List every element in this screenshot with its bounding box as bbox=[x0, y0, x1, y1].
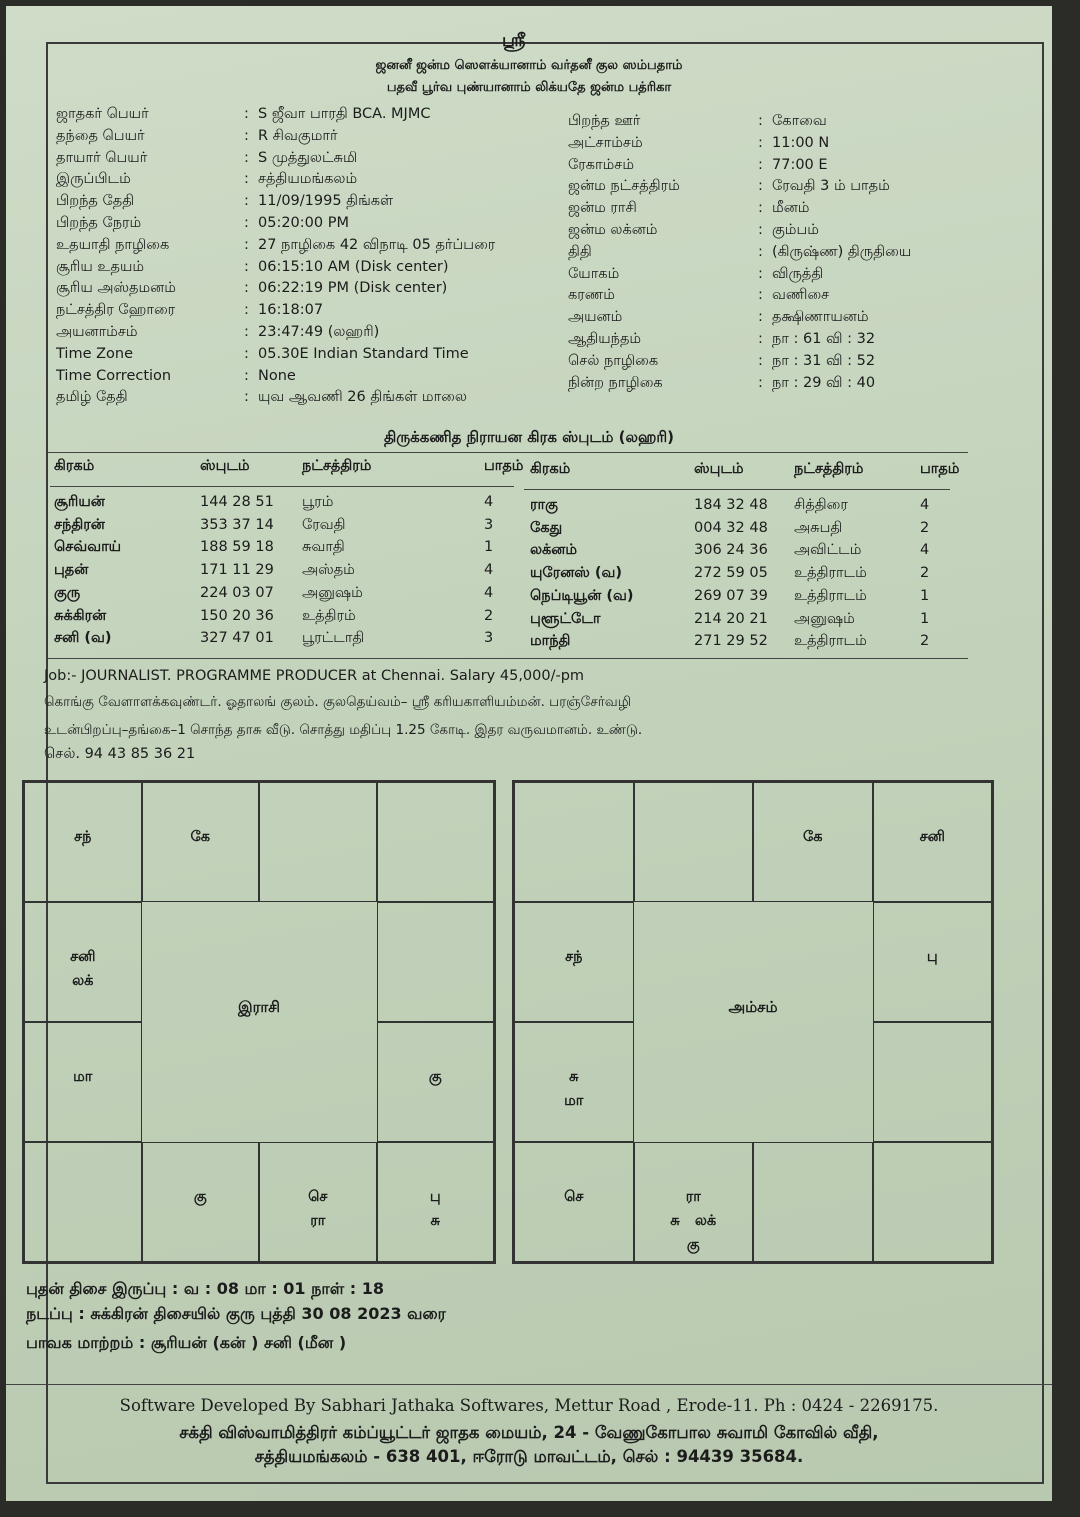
chart-house bbox=[377, 1142, 495, 1262]
detail-colon: : bbox=[244, 324, 249, 340]
divider bbox=[524, 489, 950, 490]
detail-value: நா : 31 வி : 52 bbox=[772, 352, 876, 369]
planet-cell: சந்திரன் bbox=[54, 516, 105, 533]
detail-colon: : bbox=[758, 178, 763, 195]
detail-colon: : bbox=[758, 134, 763, 151]
detail-value: யுவ ஆவணி 26 திங்கள் மாலை bbox=[258, 389, 467, 406]
footer-address-1: சக்தி விஸ்வாமித்திரர் கம்ப்யூட்டர் ஜாதக மையம், 24 - வேணுகோபால சுவாமி கோவில் வீதி, bbox=[179, 1423, 879, 1442]
chart-house bbox=[514, 1022, 634, 1142]
detail-label: உதயாதி நாழிகை bbox=[56, 236, 170, 253]
chart-house bbox=[24, 782, 142, 902]
detail-value: 06:15:10 AM (Disk center) bbox=[258, 258, 449, 275]
detail-colon: : bbox=[244, 193, 249, 210]
planet-cell: 144 28 51 bbox=[200, 494, 274, 510]
planet-cell: 2 bbox=[920, 633, 930, 650]
chart-house bbox=[753, 1142, 873, 1262]
detail-colon: : bbox=[758, 287, 763, 304]
detail-label: அயனாம்சம் bbox=[56, 324, 138, 340]
detail-label: ஆதியந்தம் bbox=[568, 331, 642, 347]
detail-colon: : bbox=[244, 215, 249, 231]
detail-colon: : bbox=[758, 156, 763, 173]
chart-house bbox=[24, 1022, 142, 1142]
house-planets: பு bbox=[926, 949, 938, 965]
planet-cell: 171 11 29 bbox=[200, 562, 274, 579]
planet-table-header: பாதம் bbox=[484, 458, 524, 474]
planet-cell: மாந்தி bbox=[530, 633, 571, 650]
detail-colon: : bbox=[758, 243, 763, 260]
detail-value: நா : 61 வி : 32 bbox=[772, 331, 876, 347]
detail-label: இருப்பிடம் bbox=[56, 171, 131, 188]
horoscope-sheet bbox=[6, 6, 1052, 1501]
chart-house bbox=[259, 1142, 377, 1262]
detail-value: 05:20:00 PM bbox=[258, 215, 349, 231]
planet-cell: 271 29 52 bbox=[694, 633, 768, 650]
chart-house bbox=[514, 902, 634, 1022]
detail-colon: : bbox=[758, 374, 763, 391]
house-planets: சு மா bbox=[564, 1069, 584, 1109]
chart-house bbox=[259, 782, 377, 902]
house-planets: சந் bbox=[565, 949, 583, 965]
planet-cell: சுவாதி bbox=[302, 539, 345, 556]
planet-cell: செவ்வாய் bbox=[54, 539, 122, 556]
planet-cell: அவிட்டம் bbox=[794, 542, 862, 559]
house-planets: ரா சு லக் கு bbox=[670, 1189, 717, 1253]
detail-label: ஜன்ம லக்னம் bbox=[568, 222, 658, 238]
detail-colon: : bbox=[244, 106, 249, 122]
planet-cell: பூரட்டாதி bbox=[302, 630, 365, 647]
planet-cell: பூரம் bbox=[302, 494, 334, 510]
planet-cell: 1 bbox=[484, 539, 494, 556]
detail-label: Time Correction bbox=[56, 367, 172, 384]
planet-cell: 272 59 05 bbox=[694, 565, 768, 582]
detail-label: தாயார் பெயர் bbox=[56, 149, 148, 166]
planet-cell: உத்திராடம் bbox=[794, 633, 867, 650]
planet-cell: லக்னம் bbox=[530, 542, 578, 559]
planet-cell: அனுஷம் bbox=[302, 584, 363, 601]
chart-house bbox=[873, 1022, 993, 1142]
planet-cell: 1 bbox=[920, 587, 930, 604]
planet-table-right bbox=[524, 461, 974, 661]
detail-colon: : bbox=[244, 280, 249, 297]
detail-value: S முத்துலட்சுமி bbox=[258, 149, 358, 166]
detail-value: 05.30E Indian Standard Time bbox=[258, 345, 469, 362]
detail-label: ஜன்ம ராசி bbox=[568, 200, 637, 217]
chart-house bbox=[514, 782, 634, 902]
detail-colon: : bbox=[244, 389, 249, 406]
planet-cell: 327 47 01 bbox=[200, 630, 274, 647]
chart-center-label: இராசி bbox=[238, 998, 280, 1016]
detail-label: அயனம் bbox=[568, 309, 623, 326]
detail-value: 16:18:07 bbox=[258, 302, 324, 319]
planet-cell: 269 07 39 bbox=[694, 587, 768, 604]
detail-colon: : bbox=[244, 345, 249, 362]
detail-colon: : bbox=[244, 367, 249, 384]
family-note: உடன்பிறப்பு–தங்கை–1 சொந்த தாசு வீடு. சொத்து மதிப்பு 1.25 கோடி. இதர வருவமானம். உண்டு. bbox=[44, 722, 643, 738]
chart-house bbox=[514, 1142, 634, 1262]
detail-value: கோவை bbox=[772, 113, 827, 129]
planet-cell: 4 bbox=[920, 497, 930, 513]
planet-cell: 2 bbox=[920, 519, 930, 536]
detail-value: சத்தியமங்கலம் bbox=[258, 171, 358, 188]
detail-value: தக்ஷிணாயனம் bbox=[772, 309, 869, 326]
detail-colon: : bbox=[758, 331, 763, 347]
detail-label: நட்சத்திர ஹோரை bbox=[56, 302, 176, 319]
detail-value: வணிசை bbox=[772, 287, 830, 304]
planet-cell: 150 20 36 bbox=[200, 607, 274, 624]
planet-cell: உத்திராடம் bbox=[794, 565, 867, 582]
detail-value: 77:00 E bbox=[772, 156, 828, 173]
planet-table-title: திருக்கணித நிராயன கிரக ஸ்புடம் (லஹரி) bbox=[383, 428, 675, 446]
planet-cell: புளூட்டோ bbox=[530, 610, 601, 627]
planet-cell: 224 03 07 bbox=[200, 584, 274, 601]
rasi-chart bbox=[22, 780, 496, 1264]
detail-value: None bbox=[258, 367, 296, 384]
detail-value: 27 நாழிகை 42 விநாடி 05 தர்ப்பரை bbox=[258, 236, 496, 253]
detail-label: பிறந்த நேரம் bbox=[56, 215, 142, 231]
house-planets: மா bbox=[73, 1069, 93, 1085]
planet-cell: 1 bbox=[920, 610, 930, 627]
detail-value: கும்பம் bbox=[772, 222, 819, 238]
chart-house bbox=[634, 782, 754, 902]
planet-cell: 2 bbox=[920, 565, 930, 582]
planet-cell: 306 24 36 bbox=[694, 542, 768, 559]
detail-colon: : bbox=[244, 149, 249, 166]
detail-label: நின்ற நாழிகை bbox=[568, 374, 663, 391]
planet-table-header: கிரகம் bbox=[530, 461, 571, 477]
chart-house bbox=[377, 902, 495, 1022]
house-planets: கே bbox=[802, 829, 823, 845]
planet-cell: சனி (வ) bbox=[54, 630, 112, 647]
detail-colon: : bbox=[758, 309, 763, 326]
chart-center-label: அம்சம் bbox=[728, 998, 778, 1016]
detail-value: 06:22:19 PM (Disk center) bbox=[258, 280, 448, 297]
planet-cell: 3 bbox=[484, 516, 494, 533]
detail-value: விருத்தி bbox=[772, 265, 824, 282]
sri-header: ஸ்ரீ bbox=[502, 30, 526, 51]
house-planets: செ ரா bbox=[308, 1189, 328, 1229]
planet-cell: உத்திராடம் bbox=[794, 587, 867, 604]
detail-colon: : bbox=[758, 113, 763, 129]
divider bbox=[6, 1384, 1052, 1385]
detail-label: ஜாதகர் பெயர் bbox=[56, 106, 149, 122]
house-planets: கு bbox=[428, 1069, 442, 1085]
planet-cell: ரேவதி bbox=[302, 516, 346, 533]
house-planets: கு bbox=[193, 1189, 207, 1205]
detail-label: சூரிய உதயம் bbox=[56, 258, 145, 275]
planet-table-header: ஸ்புடம் bbox=[200, 458, 250, 474]
planet-table-header: ஸ்புடம் bbox=[694, 461, 744, 477]
detail-label: கரணம் bbox=[568, 287, 615, 304]
chart-house bbox=[142, 1142, 260, 1262]
planet-cell: 184 32 48 bbox=[694, 497, 768, 513]
chart-house bbox=[24, 1142, 142, 1262]
planet-cell: யுரேனஸ் (வ) bbox=[530, 565, 623, 582]
phone-note: செல். 94 43 85 36 21 bbox=[44, 746, 196, 762]
detail-colon: : bbox=[244, 236, 249, 253]
detail-label: செல் நாழிகை bbox=[568, 352, 659, 369]
paavaka-change: பாவக மாற்றம் : சூரியன் (கன் ) சனி (மீன ) bbox=[26, 1333, 347, 1352]
job-note: Job:- JOURNALIST. PROGRAMME PRODUCER at Chennai. Salary 45,000/-pm bbox=[44, 668, 585, 684]
detail-label: ஜன்ம நட்சத்திரம் bbox=[568, 178, 680, 195]
planet-cell: சித்திரை bbox=[794, 497, 848, 513]
detail-label: ரேகாம்சம் bbox=[568, 156, 635, 173]
detail-label: யோகம் bbox=[568, 265, 620, 282]
detail-label: சூரிய அஸ்தமனம் bbox=[56, 280, 176, 297]
sloka-line-1: ஜனனீ ஜன்ம ஸௌக்யானாம் வர்தனீ குல ஸம்பதாம் bbox=[375, 58, 683, 73]
birth-details-right bbox=[568, 113, 1008, 403]
chart-house bbox=[142, 782, 260, 902]
detail-value: (கிருஷ்ண) திருதியை bbox=[772, 243, 912, 260]
planet-cell: 4 bbox=[920, 542, 930, 559]
planet-cell: கேது bbox=[530, 519, 563, 536]
planet-cell: 353 37 14 bbox=[200, 516, 274, 533]
detail-label: அட்சாம்சம் bbox=[568, 134, 643, 151]
planet-cell: சூரியன் bbox=[54, 494, 105, 510]
house-planets: சனி bbox=[919, 829, 945, 845]
planet-cell: நெப்டியூன் (வ) bbox=[530, 587, 634, 604]
detail-value: 11/09/1995 திங்கள் bbox=[258, 193, 394, 210]
detail-colon: : bbox=[244, 127, 249, 144]
detail-label: தந்தை பெயர் bbox=[56, 127, 145, 144]
divider bbox=[48, 658, 968, 659]
detail-label: பிறந்த தேதி bbox=[56, 193, 135, 210]
detail-colon: : bbox=[758, 265, 763, 282]
detail-colon: : bbox=[244, 171, 249, 188]
detail-value: R சிவகுமார் bbox=[258, 127, 338, 144]
house-planets: கே bbox=[190, 829, 211, 845]
planet-table-header: கிரகம் bbox=[54, 458, 95, 474]
chart-house bbox=[873, 902, 993, 1022]
sloka-line-2: பதவீ பூர்வ புண்யானாம் லிக்யதே ஜன்ம பத்ரிகா bbox=[386, 80, 672, 95]
detail-colon: : bbox=[758, 352, 763, 369]
birth-details-left bbox=[56, 106, 556, 406]
detail-label: திதி bbox=[568, 243, 592, 260]
detail-value: 11:00 N bbox=[772, 134, 830, 151]
detail-colon: : bbox=[758, 222, 763, 238]
detail-colon: : bbox=[244, 302, 249, 319]
planet-cell: குரு bbox=[54, 584, 81, 601]
chart-house bbox=[873, 1142, 993, 1262]
planet-cell: 214 20 21 bbox=[694, 610, 768, 627]
footer-address-2: சத்தியமங்கலம் - 638 401, ஈரோடு மாவட்டம், செல் : 94439 35684. bbox=[254, 1447, 804, 1466]
planet-cell: ராகு bbox=[530, 497, 558, 513]
detail-value: 23:47:49 (லஹரி) bbox=[258, 324, 380, 340]
amsam-chart bbox=[512, 780, 994, 1264]
dasa-balance: புதன் திசை இருப்பு : வ : 08 மா : 01 நாள் : 18 bbox=[26, 1279, 384, 1298]
house-planets: சனி லக் bbox=[70, 949, 96, 989]
detail-colon: : bbox=[758, 200, 763, 217]
detail-value: நா : 29 வி : 40 bbox=[772, 374, 876, 391]
house-planets: பு சு bbox=[429, 1189, 441, 1229]
divider bbox=[50, 486, 514, 487]
chart-house bbox=[377, 782, 495, 902]
detail-colon: : bbox=[244, 258, 249, 275]
planet-cell: 4 bbox=[484, 562, 494, 579]
detail-label: Time Zone bbox=[56, 345, 134, 362]
footer-software: Software Developed By Sabhari Jathaka Softwares, Mettur Road , Erode-11. Ph : 0424 - 2269175. bbox=[119, 1396, 939, 1415]
planet-table-header: நட்சத்திரம் bbox=[794, 461, 864, 477]
planet-table-header: நட்சத்திரம் bbox=[302, 458, 372, 474]
planet-table-left bbox=[50, 458, 524, 658]
planet-cell: அசுபதி bbox=[794, 519, 843, 536]
planet-cell: 004 32 48 bbox=[694, 519, 768, 536]
detail-value: ரேவதி 3 ம் பாதம் bbox=[772, 178, 890, 195]
chart-house bbox=[634, 1142, 754, 1262]
chart-house bbox=[753, 782, 873, 902]
planet-cell: 3 bbox=[484, 630, 494, 647]
community-note: கொங்கு வேளாளக்கவுண்டர். ஓதாலங் குலம். குலதெய்வம்– ஸ்ரீ கரியகாளியம்மன். பரஞ்சேர்வழி bbox=[44, 694, 631, 710]
planet-cell: அனுஷம் bbox=[794, 610, 855, 627]
planet-cell: 188 59 18 bbox=[200, 539, 274, 556]
planet-cell: அஸ்தம் bbox=[302, 562, 355, 579]
chart-house bbox=[377, 1022, 495, 1142]
house-planets: செ bbox=[564, 1189, 584, 1205]
detail-label: பிறந்த ஊர் bbox=[568, 113, 641, 129]
detail-label: தமிழ் தேதி bbox=[56, 389, 128, 406]
chart-house bbox=[873, 782, 993, 902]
planet-cell: 4 bbox=[484, 584, 494, 601]
planet-cell: சுக்கிரன் bbox=[54, 607, 107, 624]
current-period: நடப்பு : சுக்கிரன் திசையில் குரு புத்தி 30 08 2023 வரை bbox=[26, 1304, 446, 1323]
planet-cell: 2 bbox=[484, 607, 494, 624]
planet-cell: 4 bbox=[484, 494, 494, 510]
planet-cell: புதன் bbox=[54, 562, 89, 579]
detail-value: S ஜீவா பாரதி BCA. MJMC bbox=[258, 106, 431, 122]
planet-cell: உத்திரம் bbox=[302, 607, 356, 624]
planet-table-header: பாதம் bbox=[920, 461, 960, 477]
divider bbox=[48, 452, 968, 453]
detail-value: மீனம் bbox=[772, 200, 810, 217]
chart-house bbox=[24, 902, 142, 1022]
house-planets: சந் bbox=[74, 829, 92, 845]
